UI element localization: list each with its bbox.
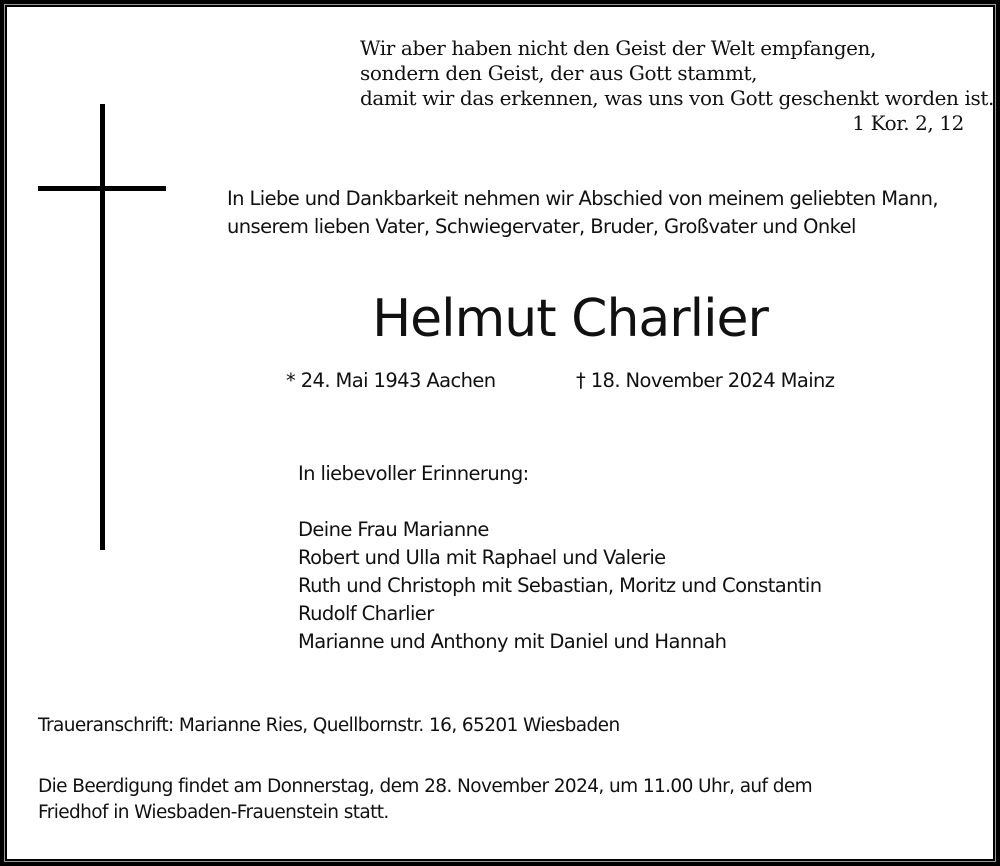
family-list [298, 460, 822, 656]
verse-line-2: sondern den Geist, der aus Gott stammt, [360, 61, 758, 85]
verse-line-1: Wir aber haben nicht den Geist der Welt empfangen, [360, 36, 876, 60]
bible-verse [360, 36, 994, 136]
death-date: † 18. November 2024 Mainz [576, 369, 835, 392]
deceased-name: Helmut Charlier [372, 289, 768, 349]
intro-text [227, 185, 987, 241]
family-member: Marianne und Anthony mit Daniel und Hannah [298, 630, 727, 653]
family-member: Robert und Ulla mit Raphael und Valerie [298, 546, 666, 569]
birth-date: * 24. Mai 1943 Aachen [286, 369, 496, 392]
funeral-notice [38, 774, 812, 826]
verse-line-3: damit wir das erkennen, was uns von Gott geschenkt worden ist. [360, 86, 994, 110]
family-member: Deine Frau Marianne [298, 518, 489, 541]
family-member: Rudolf Charlier [298, 602, 434, 625]
funeral-line-1: Die Beerdigung findet am Donnerstag, dem 28. November 2024, um 11.00 Uhr, auf dem [38, 776, 813, 797]
family-heading: In liebevoller Erinnerung: [298, 462, 529, 485]
verse-reference: 1 Kor. 2, 12 [852, 111, 964, 135]
family-member: Ruth und Christoph mit Sebastian, Moritz und Constantin [298, 574, 822, 597]
cross-icon-vertical-bar [100, 104, 105, 550]
mourning-address: Traueranschrift: Marianne Ries, Quellbornstr. 16, 65201 Wiesbaden [38, 715, 620, 736]
cross-icon-horizontal-bar [38, 186, 166, 191]
intro-line-2: unserem lieben Vater, Schwiegervater, Bruder, Großvater und Onkel [227, 215, 856, 238]
funeral-line-2: Friedhof in Wiesbaden-Frauenstein statt. [38, 802, 389, 823]
intro-line-1: In Liebe und Dankbarkeit nehmen wir Abschied von meinem geliebten Mann, [227, 187, 938, 210]
